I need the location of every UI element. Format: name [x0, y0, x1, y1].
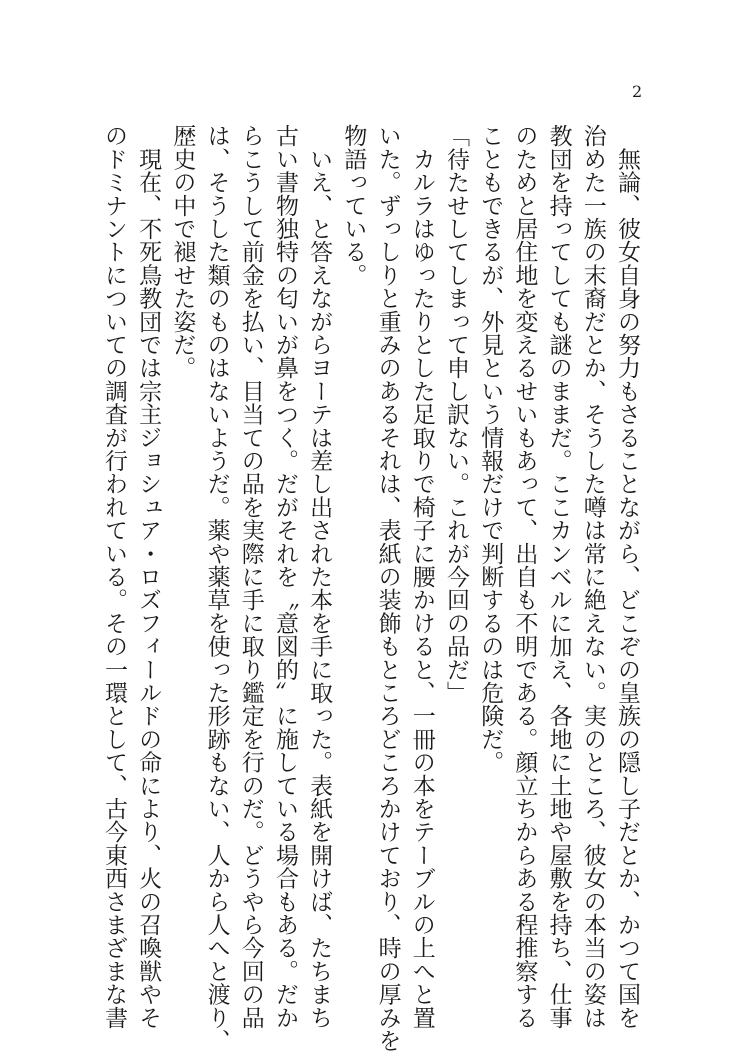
text-line: 古い書物独特の匂いが鼻をつく。だがそれを〝意図的〟に施している場合もある。だか	[271, 124, 298, 1029]
text-line: のドミナントについての調査が行われている。その一環として、古今東西さまざまな書	[100, 124, 127, 1029]
text-line: カルラはゆったりとした足取りで椅子に腰かけると、一冊の本をテーブルの上へと置	[408, 124, 435, 1029]
page-number: 2	[632, 82, 643, 101]
text-line: 「待たせしてしまって申し訳ない。これが今回の品だ」	[442, 124, 469, 704]
text-line: 物語っている。	[340, 124, 367, 287]
text-line: こともできるが、外見という情報だけで判断するのは危険だ。	[477, 124, 504, 774]
text-line: 現在、不死鳥教団では宗主ジョシュア・ロズフィールドの命により、火の召喚獣やそ	[135, 124, 162, 1029]
text-line: は、そうした類のものはないようだ。薬や薬草を使った形跡もない、人から人へと渡り、	[203, 124, 230, 1052]
text-line: らこうして前金を払い、目当ての品を実際に手に取り鑑定を行のだ。どうやら今回の品	[237, 124, 264, 1029]
vertical-text-body	[97, 124, 644, 1052]
text-line: いた。ずっしりと重みのあるそれは、表紙の装飾もところどころかけており、時の厚みを	[374, 124, 401, 1052]
text-line: いえ、と答えながらヨーテは差し出された本を手に取った。表紙を開けば、たちまち	[306, 124, 333, 1029]
text-line: 無論、彼女自身の努力もさることながら、どこぞの皇族の隠し子だとか、かつて国を	[614, 124, 640, 1029]
text-line: 治めた一族の末裔だとか、そうした噂は常に絶えない。実のところ、彼女の本当の姿は	[579, 124, 606, 1029]
text-line: のためと居住地を変えるせいもあって、出自も不明である。顔立ちからある程推察する	[511, 124, 538, 1029]
text-line: 歴史の中で褪せた姿だ。	[169, 124, 196, 380]
text-line: 教団を持ってしても謎のままだ。ここカンベルに加え、各地に土地や屋敷を持ち、仕事	[545, 124, 572, 1029]
